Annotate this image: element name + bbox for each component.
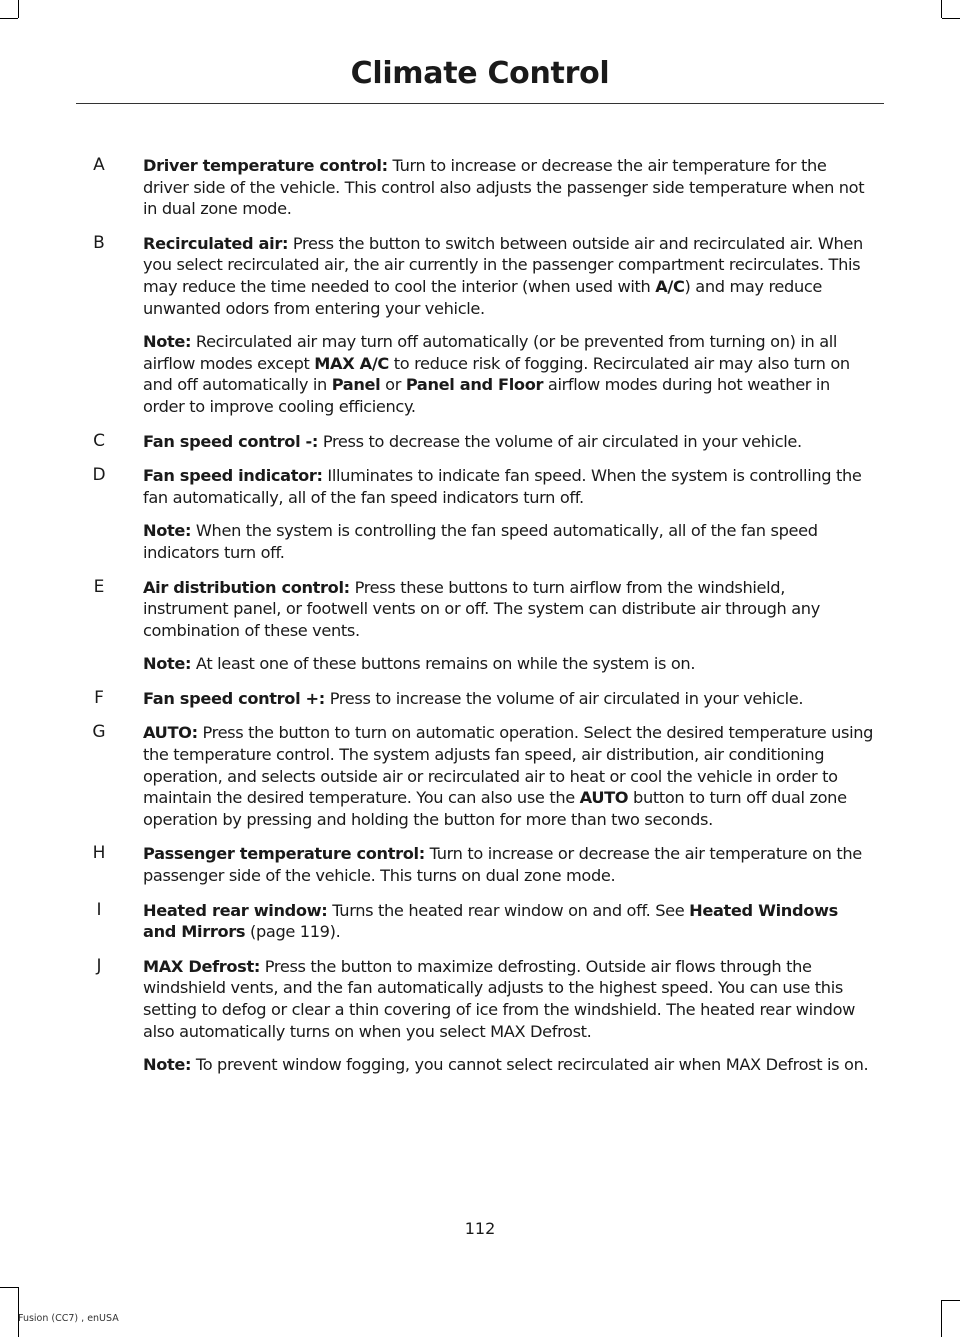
bold-term: AUTO xyxy=(579,788,629,808)
entry-description xyxy=(143,722,874,830)
entry-description xyxy=(143,956,874,1042)
text-run: Press the button to switch between outside air and recirculated air. When you select recirculated air, the air currently in the passenger compartment recirculates. This may reduce the time needed to cool the interior (when used with xyxy=(143,233,863,296)
bold-term: Note: xyxy=(143,1055,192,1075)
text-run: ) and may reduce unwanted odors from entering your vehicle. xyxy=(143,276,823,318)
control-entry xyxy=(0,465,960,563)
bold-term: A/C xyxy=(655,276,685,296)
crop-mark xyxy=(0,18,18,19)
entry-note xyxy=(143,331,874,417)
entry-description xyxy=(143,465,874,508)
entry-body xyxy=(143,688,874,710)
callout-letter: J xyxy=(96,955,102,976)
text-run: button to turn off dual zone operation by pressing and holding the button for more than two seconds. xyxy=(143,788,847,829)
callout-letter: E xyxy=(93,576,105,597)
callout-letter: A xyxy=(93,155,105,175)
bold-term: Passenger temperature control: xyxy=(143,844,425,864)
entry-description xyxy=(143,577,874,642)
control-entry xyxy=(0,843,960,886)
callout-letter: F xyxy=(94,687,104,708)
bold-term: Panel xyxy=(331,375,381,395)
callout-letter: D xyxy=(92,465,106,486)
entry-body xyxy=(143,431,874,453)
page-title: Climate Control xyxy=(350,56,610,91)
callout-letter: C xyxy=(93,430,105,451)
text-run: At least one of these buttons remains on while the system is on. xyxy=(191,654,696,674)
entry-note xyxy=(143,1054,874,1076)
callout-letter: H xyxy=(92,843,106,864)
entry-description xyxy=(143,233,874,319)
text-run: Turn to increase or decrease the air temperature for the driver side of the vehicle. This control also adjusts the passenger side temperature when not in dual zone mode. xyxy=(143,156,865,219)
text-run: Illuminates to indicate fan speed. When the system is controlling the fan automatically, all of the fan speed indicators turn off. xyxy=(143,466,862,507)
entry-body xyxy=(143,722,874,830)
entry-description xyxy=(143,155,874,220)
entry-note xyxy=(143,520,874,563)
text-run: Turns the heated rear window on and off. See xyxy=(327,900,690,920)
bold-term: Fan speed control +: xyxy=(143,688,325,708)
text-run: To prevent window fogging, you cannot select recirculated air when MAX Defrost is on. xyxy=(191,1055,869,1075)
text-run: Press these buttons to turn airflow from the windshield, instrument panel, or footwell vents on or off. The system can distribute air through any combination of these vents. xyxy=(143,577,820,640)
text-run: or xyxy=(380,375,406,395)
crop-mark xyxy=(942,1300,960,1301)
crop-mark xyxy=(0,1287,18,1288)
control-entry xyxy=(0,155,960,220)
text-run: to reduce risk of fogging. Recirculated air may also turn on and off automatically in xyxy=(143,353,850,395)
entry-description xyxy=(143,688,874,710)
callout-letter: B xyxy=(93,232,105,253)
callout-letter: I xyxy=(96,899,102,920)
crop-mark xyxy=(18,0,19,18)
control-entry xyxy=(0,956,960,1076)
model-footer: Fusion (CC7) , enUSA xyxy=(18,1313,119,1324)
callout-letter: G xyxy=(92,722,106,743)
text-run: Turn to increase or decrease the air temperature on the passenger side of the vehicle. This turns on dual zone mode. xyxy=(143,844,862,886)
bold-term: Panel and Floor xyxy=(405,375,544,395)
text-run: airflow modes during hot weather in order to improve cooling efficiency. xyxy=(143,375,830,416)
control-entry xyxy=(0,577,960,675)
entry-body xyxy=(143,233,874,418)
control-entry xyxy=(0,688,960,710)
crop-mark xyxy=(941,0,942,18)
text-run: Press the button to maximize defrosting. Outside air flows through the windshield vents, and the fan automatically adjusts to the highest speed. You can use this setting to defog or clear a thin covering of ice from the windshield. The heated rear window also automatically turns on when you select MAX Defrost. xyxy=(143,956,856,1041)
bold-term: Note: xyxy=(143,521,192,541)
control-entry xyxy=(0,431,960,453)
bold-term: Driver temperature control: xyxy=(143,156,388,175)
bold-term: AUTO: xyxy=(143,723,198,743)
bold-term: Recirculated air: xyxy=(143,233,289,253)
control-entry xyxy=(0,900,960,943)
text-run: Press to increase the volume of air circulated in your vehicle. xyxy=(324,688,804,708)
entry-body xyxy=(143,956,874,1076)
entry-description xyxy=(143,900,874,943)
bold-term: Note: xyxy=(143,654,192,674)
bold-term: Heated Windows and Mirrors xyxy=(143,900,838,942)
bold-term: MAX Defrost: xyxy=(143,956,260,976)
crop-mark xyxy=(941,1300,942,1337)
control-entry xyxy=(0,722,960,830)
crop-mark xyxy=(18,1287,19,1337)
entry-body xyxy=(143,577,874,675)
control-descriptions xyxy=(0,155,960,1089)
page-number: 112 xyxy=(464,1219,496,1238)
entry-note xyxy=(143,653,874,675)
bold-term: Heated rear window: xyxy=(143,900,328,920)
entry-description xyxy=(143,431,874,453)
bold-term: Note: xyxy=(143,332,192,352)
bold-term: Air distribution control: xyxy=(143,577,350,597)
bold-term: Fan speed control -: xyxy=(143,431,319,451)
text-run: (page 119). xyxy=(245,922,341,942)
text-run: Press to decrease the volume of air circulated in your vehicle. xyxy=(318,431,802,451)
text-run: Recirculated air may turn off automatically (or be prevented from turning on) in all airflow modes except xyxy=(143,332,838,373)
entry-body xyxy=(143,465,874,563)
text-run: Press the button to turn on automatic operation. Select the desired temperature using the temperature control. The system adjusts fan speed, air distribution, air conditioning operation, and selects outside air or recirculated air to heat or cool the vehicle in order to maintain the desired temperature. You can also use the xyxy=(143,723,874,808)
entry-body xyxy=(143,155,874,220)
control-entry xyxy=(0,233,960,418)
text-run: When the system is controlling the fan speed automatically, all of the fan speed indicators turn off. xyxy=(143,521,818,562)
entry-body xyxy=(143,843,874,886)
crop-mark xyxy=(942,18,960,19)
title-divider xyxy=(76,103,884,104)
entry-body xyxy=(143,900,874,943)
entry-description xyxy=(143,843,874,886)
bold-term: Fan speed indicator: xyxy=(143,466,323,486)
bold-term: MAX A/C xyxy=(314,353,389,373)
